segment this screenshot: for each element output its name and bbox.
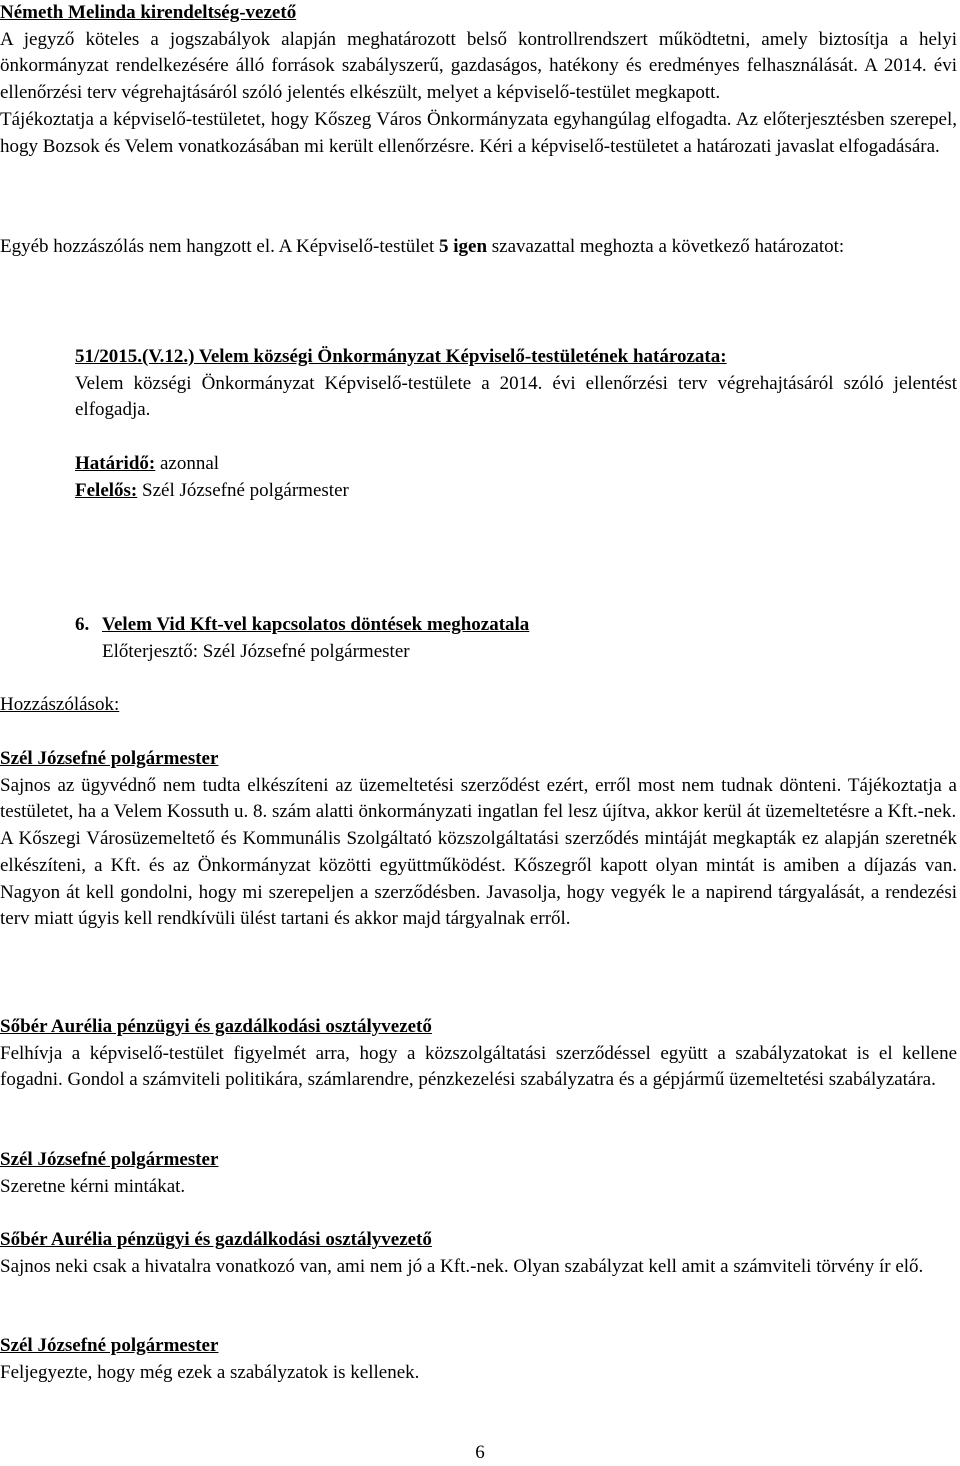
agenda-presenter: Előterjesztő: Szél Józsefné polgármester xyxy=(102,640,410,662)
comments-heading-row xyxy=(0,692,957,719)
comment-body xyxy=(0,1360,957,1387)
vote-text-end: szavazattal meghozta a következő határozatot: xyxy=(487,236,845,257)
resolution-text: Velem községi Önkormányzat Képviselő-testülete a 2014. évi ellenőrzési terv végrehajtásáról szóló jelentést elfogadja. xyxy=(75,372,957,421)
resolution-responsible xyxy=(75,478,957,505)
comment-body xyxy=(0,1174,957,1201)
page-number: 6 xyxy=(475,1442,485,1463)
comment-body xyxy=(0,773,957,933)
paragraph: Szeretne kérni mintákat. xyxy=(0,1175,186,1197)
speaker-heading: Szél Józsefné polgármester xyxy=(0,1149,219,1170)
vote-text: Egyéb hozzászólás nem hangzott el. A Képviselő-testület xyxy=(0,236,439,257)
paragraph: Felhívja a képviselő-testület figyelmét arra, hogy a közszolgáltatási szerződéssel együtt a szabályzatokat is el kellene fogadni. Gondol a számviteli politikára, számlarendre, pénzkezelési szabályzatra és a gépjármű üzemeltetési szabályzatára. xyxy=(0,1042,957,1091)
speaker-heading: Szél Józsefné polgármester xyxy=(0,1335,219,1356)
vote-paragraph xyxy=(0,234,957,261)
resolution-block xyxy=(75,344,957,504)
vote-count: 5 igen xyxy=(439,236,488,257)
agenda-title: Velem Vid Kft-vel kapcsolatos döntések meghozatala xyxy=(102,614,530,635)
comment-body xyxy=(0,1041,957,1094)
agenda-number: 6. xyxy=(75,614,90,635)
agenda-item xyxy=(75,612,529,665)
paragraph: Tájékoztatja a képviselő-testületet, hogy Kőszeg Város Önkormányzata egyhangúlag elfogadta. Az előterjesztésben szerepel, hogy Bozsok és Velem vonatkozásában mi került ellenőrzésre. Kéri a képviselő-testületet a határozati javaslat elfogadására. xyxy=(0,108,957,157)
paragraph: Sajnos neki csak a hivatalra vonatkozó van, ami nem jó a Kft.-nek. Olyan szabályzat kell amit a számviteli törvény ír elő. xyxy=(0,1255,924,1277)
speaker-heading: Sőbér Aurélia pénzügyi és gazdálkodási osztályvezető xyxy=(0,1016,432,1037)
speaker-heading: Németh Melinda kirendeltség-vezető xyxy=(0,2,297,23)
speaker-heading: Sőbér Aurélia pénzügyi és gazdálkodási osztályvezető xyxy=(0,1229,432,1250)
paragraph: A jegyző köteles a jogszabályok alapján meghatározott belső kontrollrendszert működtetni, amely biztosítja a helyi önkormányzat rendelkezésére álló források szabályszerű, gazdaságos, hatékony és eredményes felhasználását. A 2014. évi ellenőrzési terv végrehajtásáról szóló jelentés elkészült, melyet a képviselő-testület megkapott. xyxy=(0,28,957,104)
paragraph: Feljegyezte, hogy még ezek a szabályzatok is kellenek. xyxy=(0,1361,420,1383)
deadline-value: azonnal xyxy=(155,452,220,474)
responsible-label: Felelős: xyxy=(75,479,138,501)
responsible-value: Szél Józsefné polgármester xyxy=(137,479,349,501)
paragraph: A Kőszegi Városüzemeltető és Kommunális Szolgáltató közszolgáltatási szerződés mintáját megkapták ez alapján szeretnék elkészíteni, a Kft. és az Önkormányzat közötti együttműködést. Kőszegről kapott olyan mintát is amiben a díjazás van. Nagyon át kell gondolni, hogy mi szerepeljen a szerződésben. Javasolja, hogy vegyék le a napirend tárgyalását, a rendezési terv miatt úgyis kell rendkívüli ülést tartani és akkor majd tárgyalnak erről. xyxy=(0,828,957,930)
paragraph-block xyxy=(0,27,957,161)
deadline-label: Határidő: xyxy=(75,452,156,474)
comment-body xyxy=(0,1254,957,1281)
resolution-title: 51/2015.(V.12.) Velem községi Önkormányzat Képviselő-testületének határozata: xyxy=(75,346,727,367)
comments-heading: Hozzászólások: xyxy=(0,694,120,715)
speaker-heading: Szél Józsefné polgármester xyxy=(0,748,219,769)
resolution-deadline xyxy=(75,451,957,478)
paragraph: Sajnos az ügyvédnő nem tudta elkészíteni az üzemeltetési szerződést ezért, erről most nem tudnak dönteni. Tájékoztatja a testületet, ha a Velem Kossuth u. 8. szám alatti önkormányzati ingatlan fel lesz újítva, akkor kerül át üzemeltetésre a Kft.-nek. xyxy=(0,774,957,823)
